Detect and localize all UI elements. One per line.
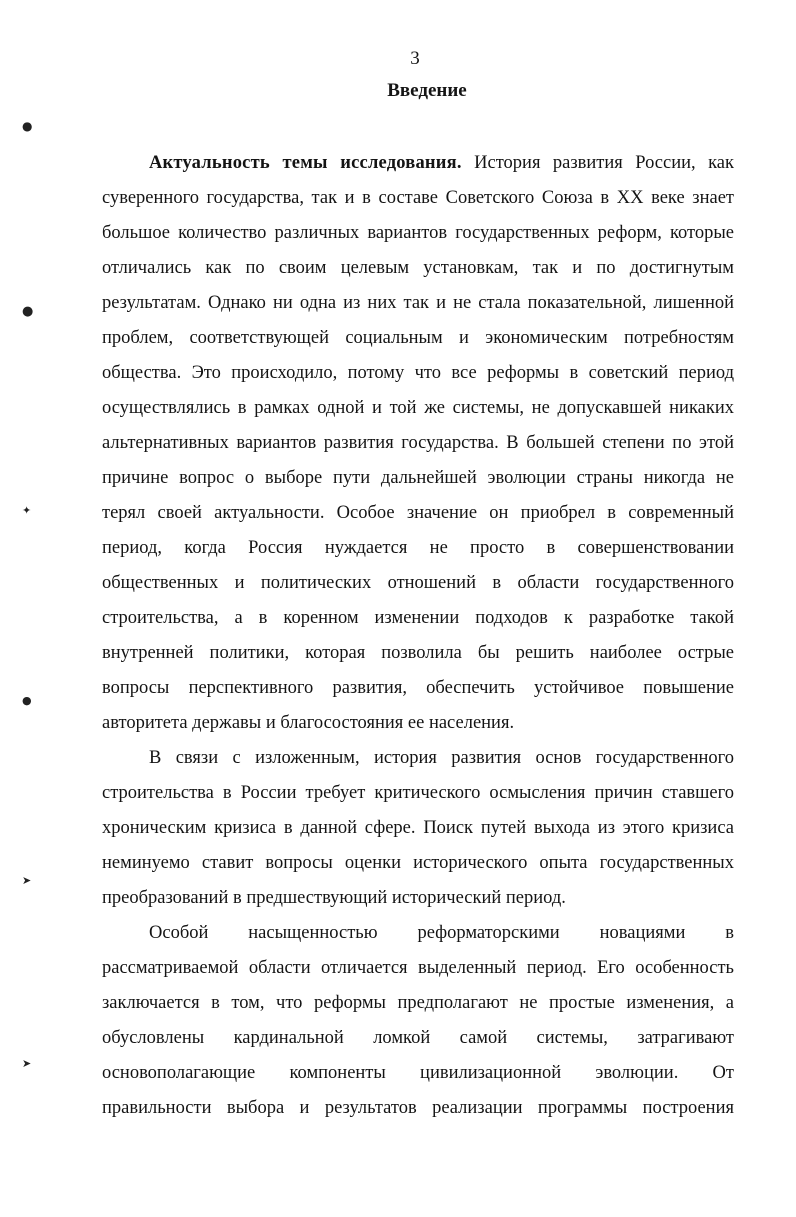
text-line: хроническим кризиса в данной сфере. Поиск путей выхода из этого кризиса [102,818,734,838]
text-line: общественных и политических отношений в области государственного [102,573,734,593]
text-line: внутренней политики, которая позволила бы решить наиболее острые [102,643,734,663]
text-line: суверенного государства, так и в составе Советского Союза в XX веке знает [102,188,734,208]
text-line: рассматриваемой области отличается выделенный период. Его особенность [102,958,734,978]
text-line: результатам. Однако ни одна из них так и не стала показательной, лишенной [102,293,734,313]
text-line: правильности выбора и результатов реализации программы построения [102,1098,734,1118]
text-line: строительства в России требует критического осмысления причин ставшего [102,783,734,803]
page-title: Введение [387,80,467,101]
text-line: основополагающие компоненты цивилизационной эволюции. От [102,1063,734,1083]
scan-mark-icon: ● [22,694,32,707]
text-line: отличались как по своим целевым установкам, так и по достигнутым [102,258,734,278]
scan-mark-icon: ➤ [22,1057,32,1070]
paragraph-lead: Актуальность темы исследования. [149,153,462,173]
text-line: неминуемо ставит вопросы оценки исторического опыта государственных [102,853,734,873]
text-line: Особой насыщенностью реформаторскими новациями в [149,923,734,943]
text-line: авторитета державы и благосостояния ее населения. [102,713,515,733]
text-line: вопросы перспективного развития, обеспечить устойчивое повышение [102,678,734,698]
text-line: осуществлялись в рамках одной и той же системы, не допускавшей никаких [102,398,734,418]
text-line: преобразований в предшествующий исторический период. [102,888,566,908]
text-line: большое количество различных вариантов государственных реформ, которые [102,223,734,243]
text-line: Актуальность темы исследования. История развития России, как [149,153,735,173]
text-line: проблем, соответствующей социальным и экономическим потребностям [102,328,734,348]
text-line: альтернативных вариантов развития государства. В большей степени по этой [102,433,734,453]
text-line: период, когда Россия нуждается не просто в совершенствовании [102,538,734,558]
scan-mark-icon: ➤ [22,874,32,887]
text-line: причине вопрос о выборе пути дальнейшей эволюции страны никогда не [102,468,734,488]
text-line: терял своей актуальности. Особое значение он приобрел в современный [102,503,734,523]
document-body [102,146,734,1126]
text-line: строительства, а в коренном изменении подходов к разработке такой [102,608,734,628]
paragraph-reforms [102,916,734,1126]
paragraph-relevance [102,146,734,741]
paragraph-history [102,741,734,916]
scan-mark-icon: ● [22,119,33,133]
text-line: В связи с изложенным, история развития основ государственного [149,748,734,768]
scan-mark-icon: ✦ [22,504,32,517]
scan-mark-icon: ● [22,304,34,319]
text-line: обусловлены кардинальной ломкой самой системы, затрагивают [102,1028,734,1048]
text-line: общества. Это происходило, потому что все реформы в советский период [102,363,734,383]
text-line: заключается в том, что реформы предполагают не простые изменения, а [102,993,734,1013]
page-number: 3 [410,48,420,69]
